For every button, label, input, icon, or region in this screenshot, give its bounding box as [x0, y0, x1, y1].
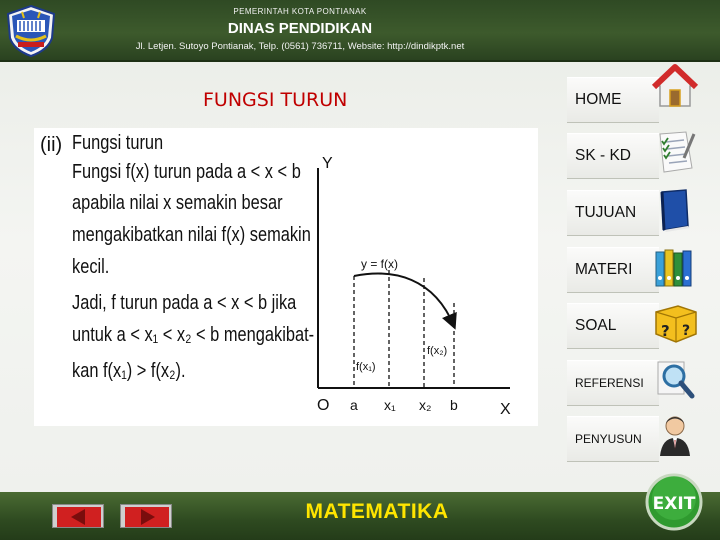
curve-label: y = f(x)	[361, 257, 399, 271]
svg-text:?: ?	[682, 323, 691, 339]
content-line: kecil.	[72, 256, 110, 278]
exit-button[interactable]	[644, 472, 704, 532]
magnifier-icon[interactable]	[652, 356, 698, 402]
content-line: Fungsi turun	[72, 132, 164, 154]
header-address: Jl. Letjen. Sutoyo Pontianak, Telp. (0561) 736711, Website: http://dindikptk.net	[135, 41, 465, 52]
menu-tujuan-label: TUJUAN	[575, 204, 637, 221]
tick-a: a	[350, 397, 358, 413]
fx1-label: f(x₁)	[356, 361, 376, 373]
menu-penyusun-label: PENYUSUN	[575, 432, 642, 446]
header-department: DINAS PENDIDIKAN	[227, 20, 373, 37]
tick-x2: x₂	[419, 397, 432, 413]
menu-referensi[interactable]	[567, 360, 659, 406]
header-government: PEMERINTAH KOTA PONTIANAK	[233, 7, 367, 16]
house-icon[interactable]	[652, 64, 698, 110]
arrow-right-icon	[121, 505, 173, 529]
question-box-icon[interactable]	[652, 298, 698, 344]
checklist-icon[interactable]	[652, 128, 698, 174]
svg-text:?: ?	[661, 322, 670, 340]
origin-label: O	[317, 397, 330, 414]
menu-soal[interactable]	[567, 303, 659, 349]
page-title: FUNGSI TURUN	[203, 89, 348, 111]
content-line: Fungsi f(x) turun pada a < x < b	[72, 161, 301, 183]
menu-materi[interactable]	[567, 247, 659, 293]
item-number: (ii)	[40, 134, 63, 156]
x-axis-label: X	[500, 401, 511, 418]
header-bar	[0, 0, 720, 62]
curve-fx	[354, 274, 454, 326]
content-panel	[34, 128, 538, 426]
person-icon[interactable]	[652, 412, 698, 458]
tick-x1: x₁	[384, 397, 396, 413]
fx2-label: f(x₂)	[427, 345, 448, 357]
menu-penyusun[interactable]	[567, 416, 659, 462]
subject-label: MATEMATIKA	[305, 500, 449, 523]
menu-sk-kd[interactable]	[567, 133, 659, 179]
next-button[interactable]	[120, 504, 172, 528]
arrow-left-icon	[53, 505, 105, 529]
menu-home-label: HOME	[575, 91, 622, 108]
menu-soal-label: SOAL	[575, 317, 617, 334]
exit-label: EXIT	[652, 494, 696, 514]
y-axis-label: Y	[322, 155, 333, 172]
menu-referensi-label: REFERENSI	[575, 376, 644, 390]
content-line: untuk a < x₁ < x₂ < b mengakibat-	[72, 324, 315, 346]
prev-button[interactable]	[52, 504, 104, 528]
decreasing-function-graph	[34, 128, 538, 426]
content-line: Jadi, f turun pada a < x < b jika	[72, 292, 297, 314]
content-line: kan f(x₁) > f(x₂).	[72, 360, 186, 382]
menu-materi-label: MATERI	[575, 261, 633, 278]
blue-book-icon[interactable]	[652, 186, 698, 232]
content-line: mengakibatkan nilai f(x) semakin	[72, 224, 311, 246]
tick-b: b	[450, 397, 458, 413]
menu-home[interactable]	[567, 77, 659, 123]
menu-sk-kd-label: SK - KD	[575, 147, 631, 164]
binders-icon[interactable]	[652, 244, 698, 290]
content-line: apabila nilai x semakin besar	[72, 192, 283, 214]
menu-tujuan[interactable]	[567, 190, 659, 236]
